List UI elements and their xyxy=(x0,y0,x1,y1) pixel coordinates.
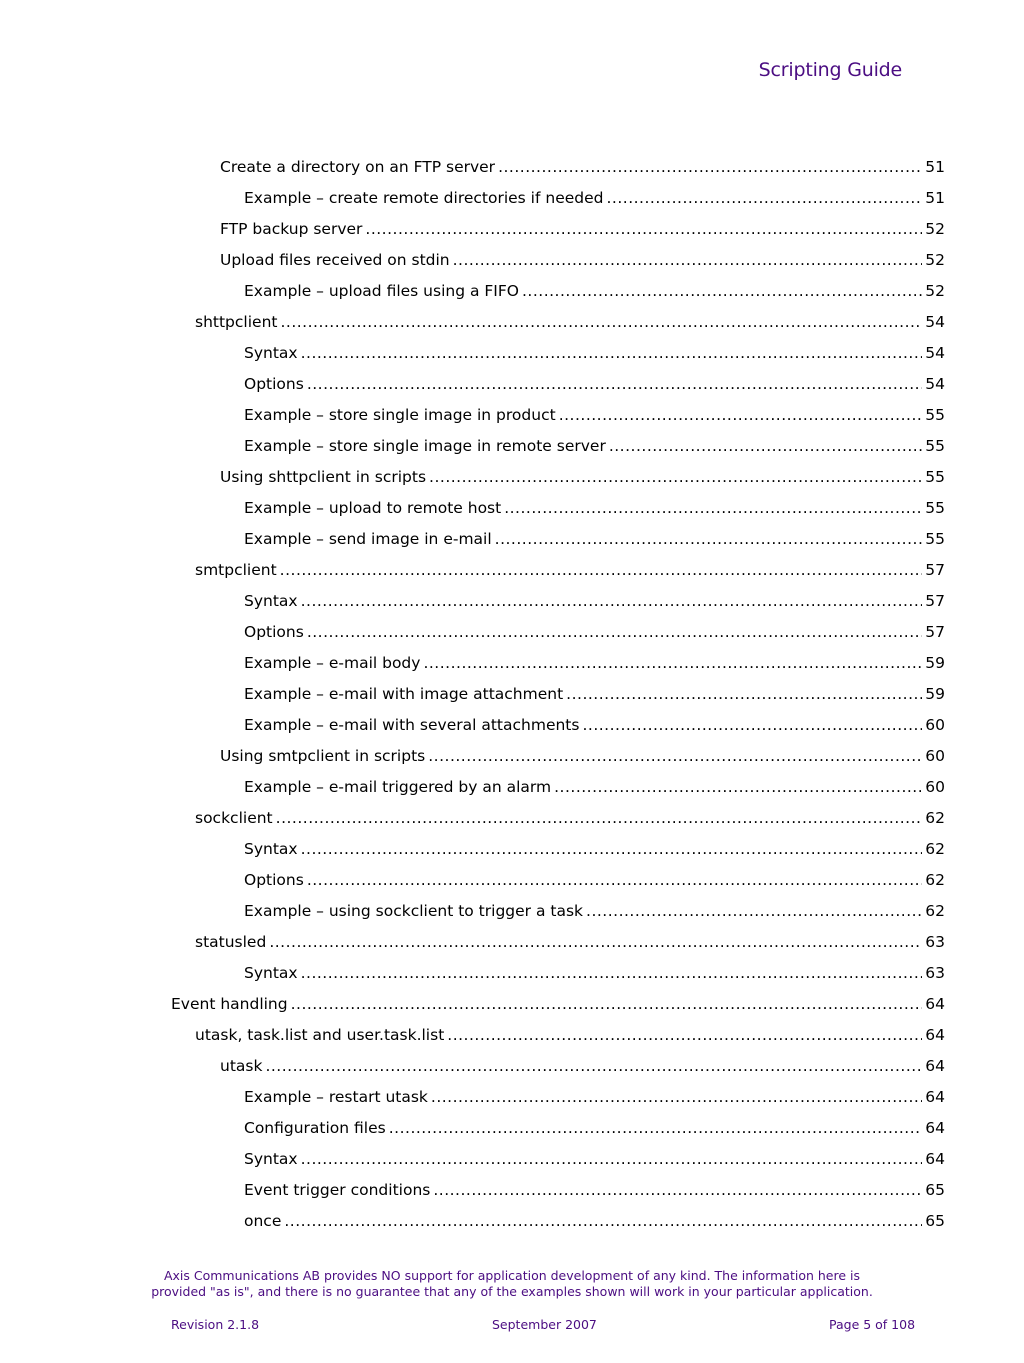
toc-leader-dots xyxy=(453,245,923,276)
toc-entry-label: smtpclient xyxy=(195,561,277,579)
toc-entry[interactable] xyxy=(244,183,945,214)
toc-leader-dots xyxy=(365,214,922,245)
toc-leader-dots xyxy=(307,617,922,648)
toc-entry[interactable] xyxy=(195,555,945,586)
toc-entry-page: 60 xyxy=(925,716,945,734)
toc-entry-page: 64 xyxy=(925,1026,945,1044)
toc-entry[interactable] xyxy=(195,803,945,834)
toc-leader-dots xyxy=(301,1144,923,1175)
toc-entry[interactable] xyxy=(171,989,945,1020)
toc-entry[interactable] xyxy=(195,1020,945,1051)
toc-entry-page: 54 xyxy=(925,313,945,331)
toc-entry-page: 64 xyxy=(925,1088,945,1106)
toc-entry-label: Example – upload files using a FIFO xyxy=(244,282,519,300)
toc-leader-dots xyxy=(566,679,922,710)
toc-leader-dots xyxy=(276,803,923,834)
toc-entry-label: Example – restart utask xyxy=(244,1088,428,1106)
toc-entry-page: 64 xyxy=(925,1057,945,1075)
toc-entry-label: Example – upload to remote host xyxy=(244,499,502,517)
toc-entry[interactable] xyxy=(195,927,945,958)
toc-entry[interactable] xyxy=(244,1206,945,1237)
toc-entry-page: 65 xyxy=(925,1181,945,1199)
toc-entry-page: 64 xyxy=(925,1150,945,1168)
toc-entry-page: 55 xyxy=(925,437,945,455)
toc-entry-label: Example – using sockclient to trigger a task xyxy=(244,902,584,920)
toc-entry-label: Example – e-mail with several attachments xyxy=(244,716,580,734)
toc-entry-label: Create a directory on an FTP server xyxy=(220,158,496,176)
toc-entry-page: 55 xyxy=(925,530,945,548)
toc-entry-label: Example – e-mail with image attachment xyxy=(244,685,564,703)
toc-leader-dots xyxy=(431,1082,922,1113)
toc-entry[interactable] xyxy=(195,307,945,338)
toc-entry[interactable] xyxy=(244,772,945,803)
toc-entry-page: 62 xyxy=(925,809,945,827)
toc-entry-label: sockclient xyxy=(195,809,273,827)
toc-entry-label: Event handling xyxy=(171,995,288,1013)
toc-entry[interactable] xyxy=(244,617,945,648)
toc-leader-dots xyxy=(269,927,922,958)
toc-entry[interactable] xyxy=(244,834,945,865)
toc-leader-dots xyxy=(284,1206,922,1237)
toc-entry-page: 55 xyxy=(925,468,945,486)
toc-entry-page: 57 xyxy=(925,623,945,641)
toc-entry-label: Using smtpclient in scripts xyxy=(220,747,426,765)
toc-entry[interactable] xyxy=(244,1113,945,1144)
toc-entry-page: 51 xyxy=(925,189,945,207)
toc-leader-dots xyxy=(609,431,922,462)
toc-leader-dots xyxy=(504,493,922,524)
toc-entry-page: 60 xyxy=(925,747,945,765)
toc-entry-page: 57 xyxy=(925,561,945,579)
toc-entry-page: 52 xyxy=(925,220,945,238)
toc-entry[interactable] xyxy=(244,896,945,927)
toc-entry-label: utask xyxy=(220,1057,263,1075)
toc-entry-page: 51 xyxy=(925,158,945,176)
toc-leader-dots xyxy=(582,710,922,741)
toc-leader-dots xyxy=(586,896,922,927)
toc-leader-dots xyxy=(265,1051,922,1082)
toc-entry-label: Syntax xyxy=(244,592,298,610)
toc-leader-dots xyxy=(559,400,923,431)
toc-entry-page: 54 xyxy=(925,375,945,393)
toc-entry-label: Example – e-mail triggered by an alarm xyxy=(244,778,552,796)
toc-entry-label: Example – create remote directories if needed xyxy=(244,189,604,207)
toc-leader-dots xyxy=(280,555,923,586)
toc-entry-label: Example – e-mail body xyxy=(244,654,421,672)
toc-entry-label: Upload files received on stdin xyxy=(220,251,450,269)
toc-entry-page: 59 xyxy=(925,654,945,672)
toc-leader-dots xyxy=(428,741,922,772)
toc-entry[interactable] xyxy=(244,493,945,524)
toc-entry-label: Example – send image in e-mail xyxy=(244,530,492,548)
toc-entry-label: shttpclient xyxy=(195,313,278,331)
toc-entry[interactable] xyxy=(244,524,945,555)
toc-entry[interactable] xyxy=(244,679,945,710)
toc-leader-dots xyxy=(307,865,922,896)
toc-entry-page: 62 xyxy=(925,871,945,889)
toc-entry-label: Options xyxy=(244,623,304,641)
toc-entry[interactable] xyxy=(244,958,945,989)
toc-leader-dots xyxy=(301,834,923,865)
toc-entry-page: 59 xyxy=(925,685,945,703)
toc-entry[interactable] xyxy=(220,1051,945,1082)
toc-leader-dots xyxy=(301,338,923,369)
toc-leader-dots xyxy=(301,586,923,617)
disclaimer-line: provided "as is", and there is no guarantee that any of the examples shown will work in your particular application. xyxy=(151,1284,873,1299)
footer-date: September 2007 xyxy=(492,1317,597,1332)
toc-leader-dots xyxy=(447,1020,922,1051)
toc-leader-dots xyxy=(606,183,922,214)
toc-entry[interactable] xyxy=(244,1144,945,1175)
toc-entry-page: 65 xyxy=(925,1212,945,1230)
toc-entry[interactable] xyxy=(220,741,945,772)
toc-entry[interactable] xyxy=(220,152,945,183)
toc-entry[interactable] xyxy=(244,648,945,679)
toc-leader-dots xyxy=(291,989,923,1020)
toc-entry-page: 64 xyxy=(925,995,945,1013)
disclaimer-line: Axis Communications AB provides NO support for application development of any kind. The information here is xyxy=(163,1268,861,1283)
toc-entry-page: 62 xyxy=(925,902,945,920)
toc-entry-label: Event trigger conditions xyxy=(244,1181,431,1199)
toc-leader-dots xyxy=(301,958,923,989)
footer-revision: Revision 2.1.8 xyxy=(171,1317,260,1332)
toc-leader-dots xyxy=(522,276,922,307)
toc-entry[interactable] xyxy=(244,338,945,369)
toc-entry-page: 62 xyxy=(925,840,945,858)
toc-entry-label: Syntax xyxy=(244,1150,298,1168)
toc-entry-page: 57 xyxy=(925,592,945,610)
toc-entry-label: Options xyxy=(244,871,304,889)
toc-entry-label: Configuration files xyxy=(244,1119,386,1137)
toc-entry-label: Example – store single image in remote server xyxy=(244,437,606,455)
toc-entry-page: 64 xyxy=(925,1119,945,1137)
toc-entry[interactable] xyxy=(244,1082,945,1113)
toc-entry[interactable] xyxy=(220,462,945,493)
toc-leader-dots xyxy=(423,648,922,679)
toc-entry-label: Syntax xyxy=(244,840,298,858)
toc-entry-label: Using shttpclient in scripts xyxy=(220,468,427,486)
toc-entry-label: Syntax xyxy=(244,344,298,362)
toc-entry[interactable] xyxy=(244,710,945,741)
toc-entry[interactable] xyxy=(244,276,945,307)
disclaimer xyxy=(140,1268,884,1300)
toc-leader-dots xyxy=(307,369,922,400)
toc-entry[interactable] xyxy=(244,1175,945,1206)
toc-leader-dots xyxy=(429,462,922,493)
toc-entry-page: 55 xyxy=(925,406,945,424)
toc-entry-page: 60 xyxy=(925,778,945,796)
toc-entry-label: FTP backup server xyxy=(220,220,363,238)
toc-leader-dots xyxy=(495,524,923,555)
toc-entry[interactable] xyxy=(244,400,945,431)
toc-entry-page: 55 xyxy=(925,499,945,517)
toc-entry-label: Syntax xyxy=(244,964,298,982)
toc-entry-label: statusled xyxy=(195,933,267,951)
toc-entry[interactable] xyxy=(244,369,945,400)
toc-leader-dots xyxy=(389,1113,923,1144)
toc-entry-page: 63 xyxy=(925,933,945,951)
toc-entry-page: 52 xyxy=(925,251,945,269)
toc-entry[interactable] xyxy=(244,431,945,462)
toc-entry-label: Options xyxy=(244,375,304,393)
document-title: Scripting Guide xyxy=(758,59,902,81)
toc-leader-dots xyxy=(554,772,922,803)
toc-entry-label: once xyxy=(244,1212,282,1230)
toc-entry-page: 63 xyxy=(925,964,945,982)
toc-entry-label: Example – store single image in product xyxy=(244,406,556,424)
toc-entry[interactable] xyxy=(220,245,945,276)
toc-leader-dots xyxy=(280,307,922,338)
toc-entry[interactable] xyxy=(244,865,945,896)
toc-entry-page: 54 xyxy=(925,344,945,362)
toc-leader-dots xyxy=(433,1175,922,1206)
toc-leader-dots xyxy=(498,152,922,183)
toc-entry-page: 52 xyxy=(925,282,945,300)
toc-entry[interactable] xyxy=(220,214,945,245)
footer-page-number: Page 5 of 108 xyxy=(829,1317,916,1332)
toc-entry[interactable] xyxy=(244,586,945,617)
toc-entry-label: utask, task.list and user.task.list xyxy=(195,1026,445,1044)
